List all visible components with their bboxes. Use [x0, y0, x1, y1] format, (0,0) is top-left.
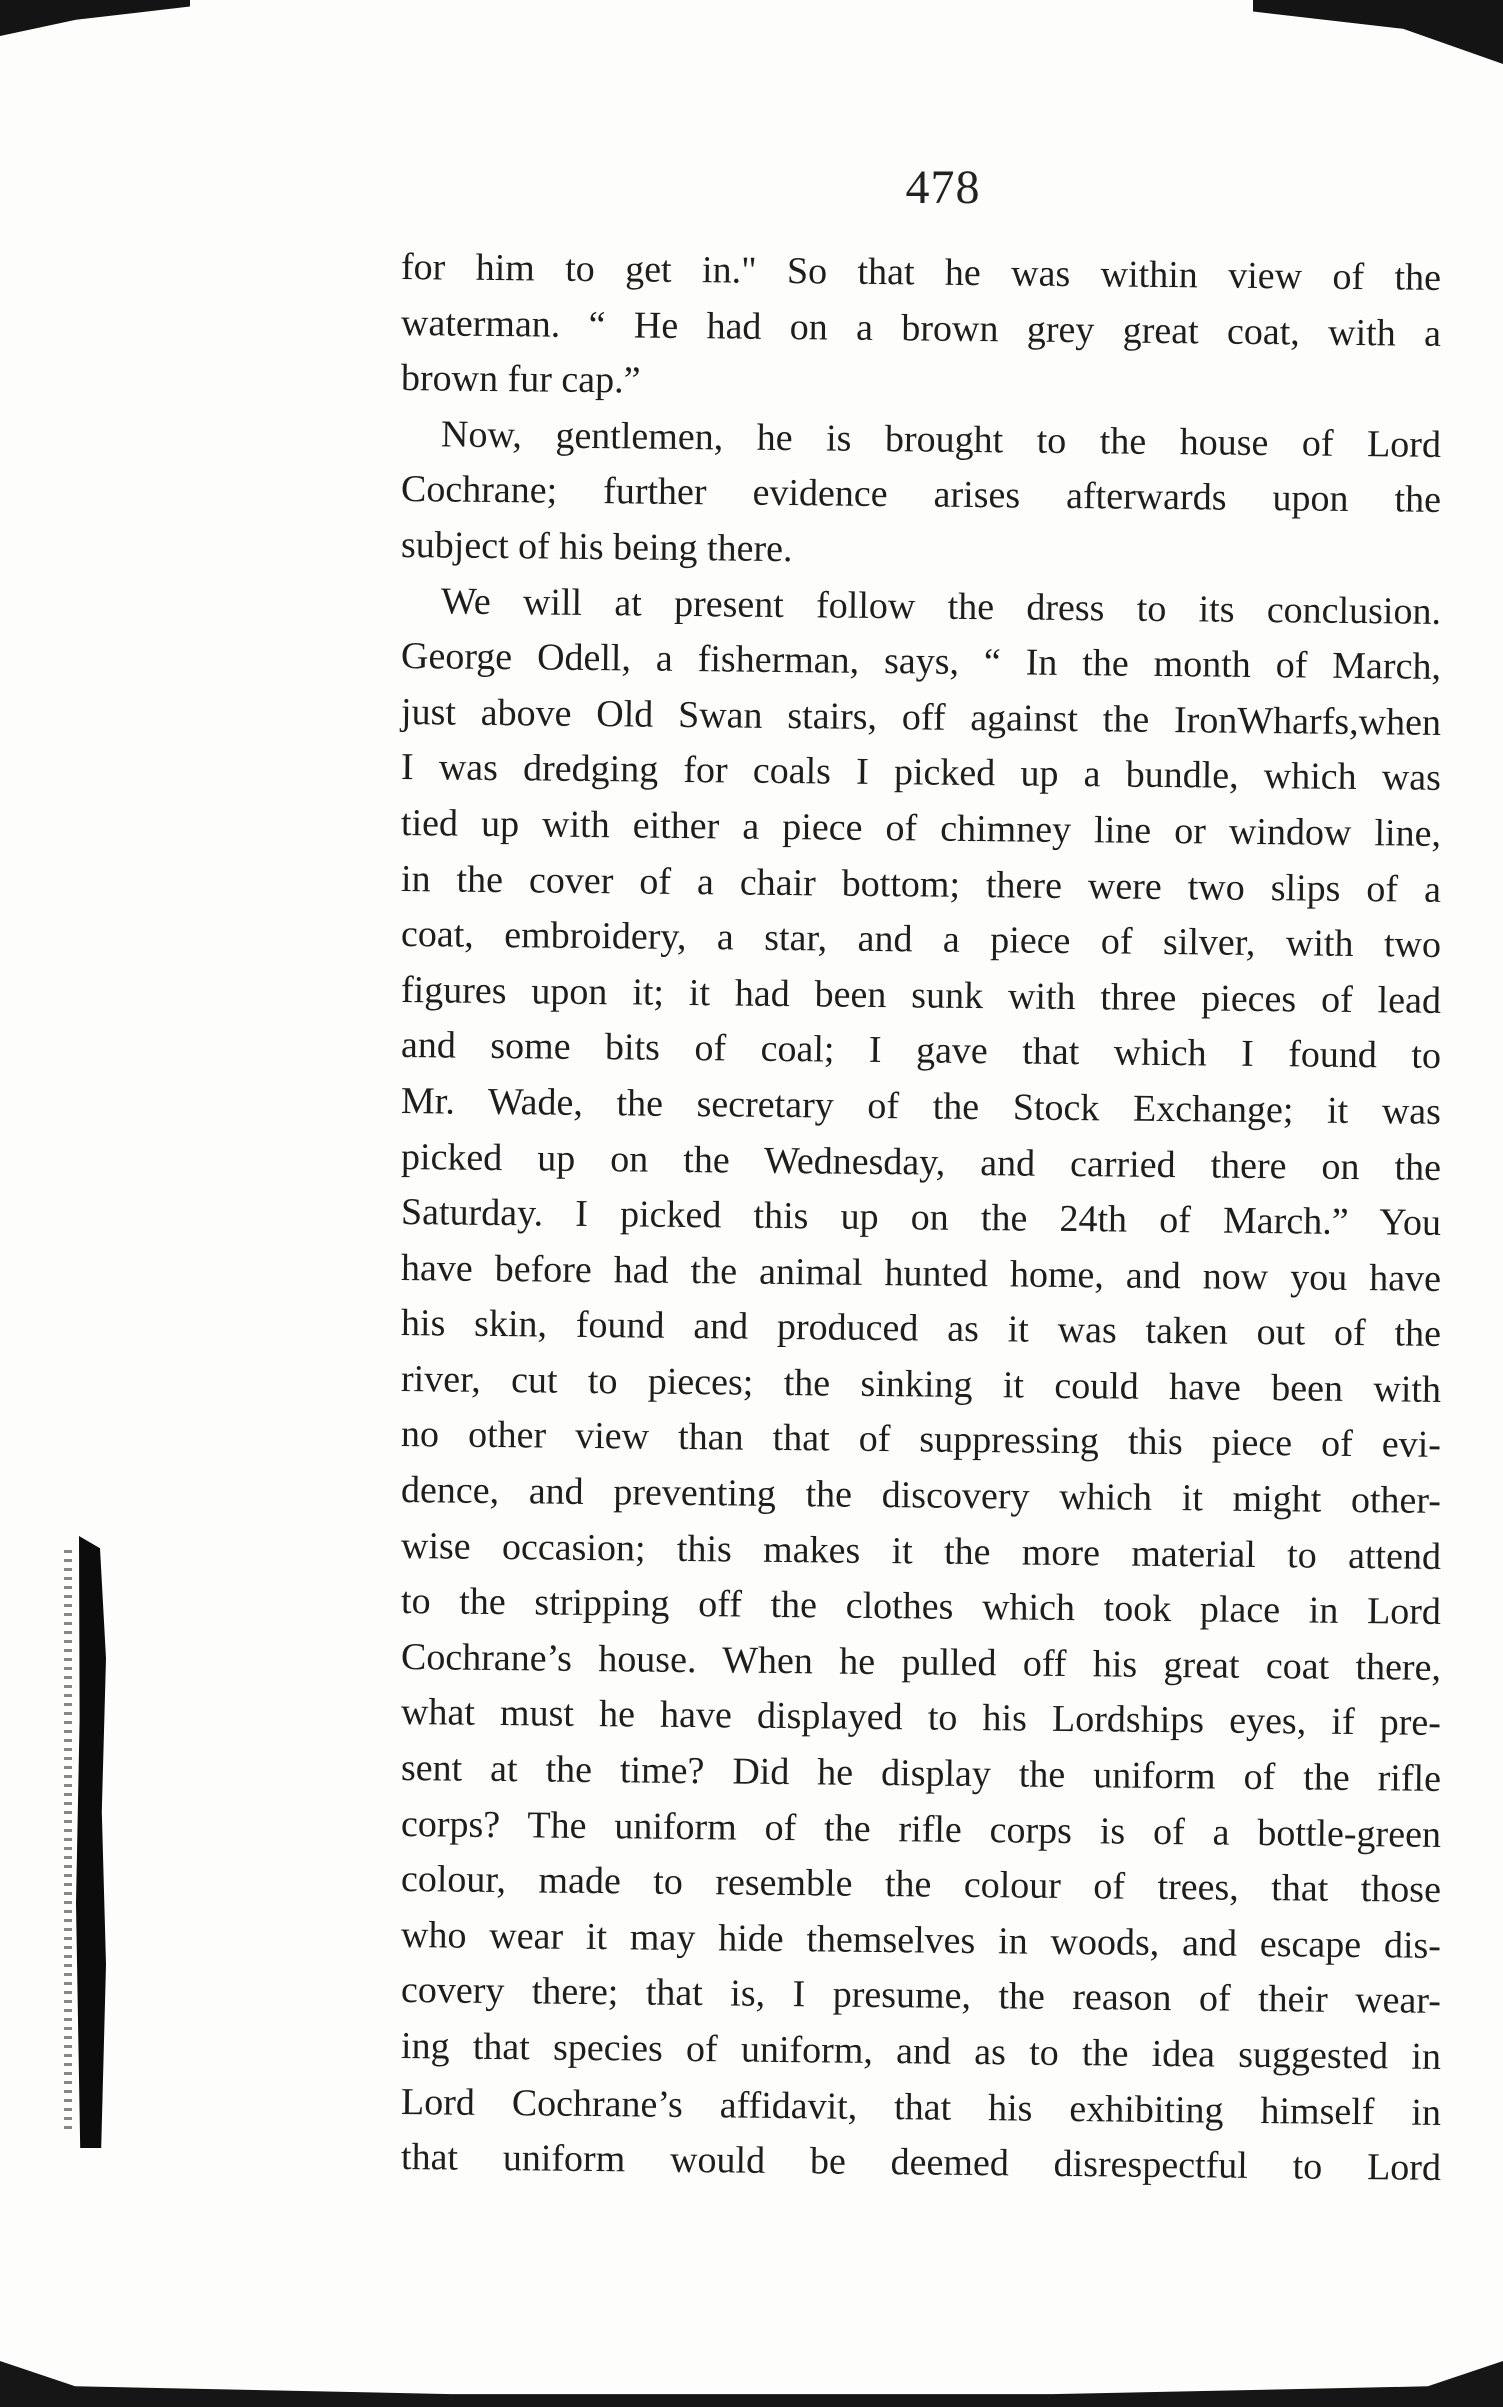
text-line: tied up with either a piece of chimney line or window line, — [400, 801, 1442, 855]
text-line: corps? The uniform of the rifle corps is of a bottle-green — [400, 1802, 1442, 1856]
text-line: dence, and preventing the discovery which it might other- — [400, 1469, 1442, 1522]
text-line: Saturday. I picked this up on the 24th of March.” You — [400, 1191, 1442, 1244]
text-line: brown fur cap.” — [400, 357, 641, 402]
text-line: who wear it may hide themselves in woods, and escape dis- — [400, 1913, 1442, 1967]
text-line: Mr. Wade, the secretary of the Stock Exchange; it was — [400, 1079, 1442, 1133]
text-line: that uniform would be deemed disrespectful to Lord — [400, 2136, 1442, 2190]
text-line: for him to get in." So that he was within view of the — [400, 246, 1442, 299]
page-number: 478 — [905, 161, 981, 214]
text-line: river, cut to pieces; the sinking it could have been with — [400, 1357, 1442, 1411]
text-line: Cochrane; further evidence arises afterwards upon the — [400, 468, 1442, 522]
text-line: and some bits of coal; I gave that which I found to — [400, 1024, 1442, 1078]
text-line: sent at the time? Did he display the uniform of the rifle — [400, 1747, 1442, 1800]
scan-edge-bottom — [0, 2361, 1503, 2407]
text-line: what must he have displayed to his Lordships eyes, if pre- — [400, 1691, 1442, 1745]
text-line: waterman. “ He had on a brown grey great coat, with a — [400, 301, 1442, 355]
text-line: Now, gentlemen, he is brought to the house of Lord — [440, 413, 1442, 466]
text-line: subject of his being there. — [400, 523, 793, 571]
text-line: no other view than that of suppressing this piece of evi- — [400, 1413, 1442, 1467]
text-line: figures upon it; it had been sunk with three pieces of lead — [400, 968, 1442, 1022]
body-text — [400, 240, 1442, 2190]
text-line: I was dredging for coals I picked up a bundle, which was — [400, 746, 1442, 800]
text-line: covery there; that is, I presume, the reason of their wear- — [400, 1969, 1442, 2023]
text-line: Lord Cochrane’s affidavit, that his exhibiting himself in — [400, 2080, 1442, 2134]
text-line: his skin, found and produced as it was taken out of the — [400, 1302, 1442, 1356]
scan-edge-top-left — [0, 0, 190, 36]
text-line: wise occasion; this makes it the more material to attend — [400, 1524, 1442, 1578]
spine-shadow — [76, 1536, 106, 2148]
text-line: in the cover of a chair bottom; there were two slips of a — [400, 857, 1442, 911]
text-line: ing that species of uniform, and as to the idea suggested in — [400, 2025, 1442, 2078]
scan-edge-top-right — [1253, 0, 1503, 64]
text-line: colour, made to resemble the colour of trees, that those — [400, 1858, 1442, 1912]
text-line: coat, embroidery, a star, and a piece of silver, with two — [400, 913, 1442, 967]
text-line: We will at present follow the dress to its conclusion. — [440, 579, 1442, 633]
text-line: Cochrane’s house. When he pulled off his great coat there, — [400, 1635, 1442, 1689]
spine-speckle — [64, 1550, 72, 2130]
text-line: have before had the animal hunted home, and now you have — [400, 1246, 1442, 1300]
text-line: just above Old Swan stairs, off against the IronWharfs,when — [400, 690, 1442, 744]
text-line: picked up on the Wednesday, and carried there on the — [400, 1135, 1442, 1189]
text-line: to the stripping off the clothes which took place in Lord — [400, 1580, 1442, 1634]
text-line: George Odell, a fisherman, says, “ In the month of March, — [400, 635, 1442, 689]
